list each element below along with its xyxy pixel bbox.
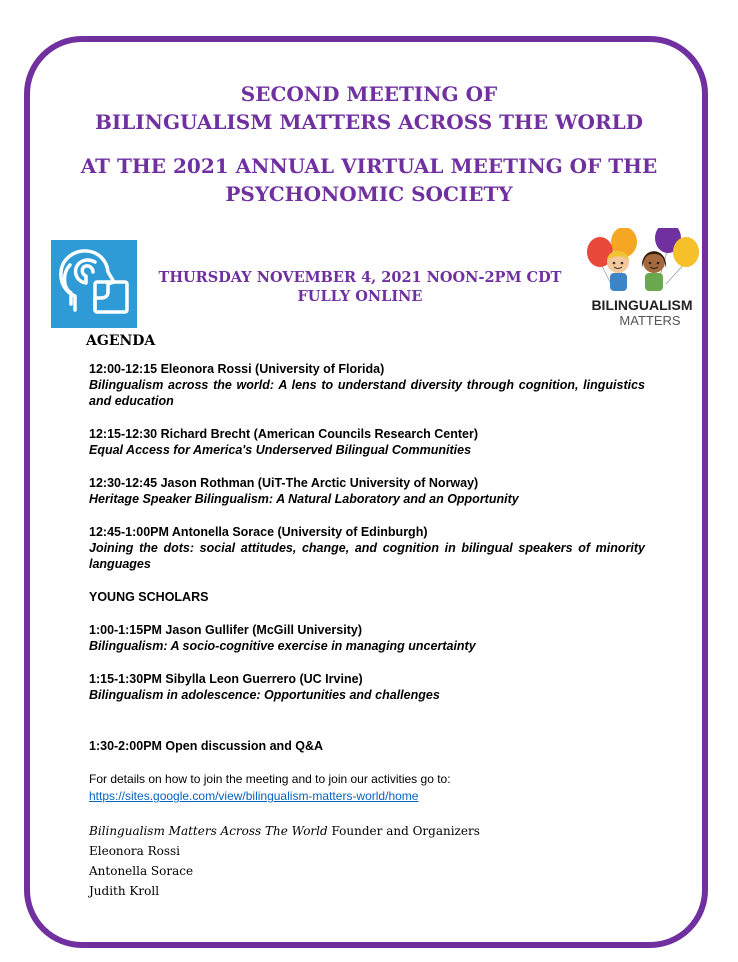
event-date: THURSDAY NOVEMBER 4, 2021 NOON-2PM CDT [158,269,562,286]
organizers-block [89,821,480,901]
organizer-name: Judith Kroll [89,884,160,898]
meeting-title [0,80,738,136]
session-slot: 1:00-1:15PM Jason Gullifer (McGill University) [89,623,362,637]
organizers-title [89,821,480,841]
organizers-title-italic: Bilingualism Matters Across The World [89,824,328,838]
session-talk: Joining the dots: social attitudes, change, and cognition in bilingual speakers of minority languages [89,541,645,571]
event-format: FULLY ONLINE [297,288,423,305]
bilingualism-matters-logo [580,228,704,330]
session-talk: Bilingualism across the world: A lens to understand diversity through cognition, linguistics and education [89,378,645,408]
meeting-subtitle [0,152,738,208]
agenda-item [89,524,645,572]
session-slot: 12:45-1:00PM Antonella Sorace (University of Edinburgh) [89,525,428,539]
title-line-2: BILINGUALISM MATTERS ACROSS THE WORLD [94,110,644,134]
bm-logo-word-2: MATTERS [619,313,681,328]
agenda-item [89,622,645,654]
session-talk: Bilingualism in adolescence: Opportunities and challenges [89,688,440,702]
open-discussion: 1:30-2:00PM Open discussion and Q&A [89,739,324,753]
organizer-name: Antonella Sorace [89,864,194,878]
organizer-name: Eleonora Rossi [89,844,180,858]
session-talk: Equal Access for America's Underserved Bilingual Communities [89,443,472,457]
bm-logo-word-1: BILINGUALISM [591,297,693,313]
agenda-item [89,671,645,703]
details-block [89,771,451,805]
details-text: For details on how to join the meeting and to join our activities go to: [89,772,451,786]
title-line-1: SECOND MEETING OF [240,82,498,106]
event-date-block [130,268,590,306]
organizers-title-rest: Founder and Organizers [327,824,480,838]
agenda-item [89,426,645,458]
website-link[interactable]: https://sites.google.com/view/bilingualism-matters-world/home [89,789,419,803]
agenda-item [89,361,645,409]
session-slot: 12:15-12:30 Richard Brecht (American Councils Research Center) [89,427,479,441]
agenda-item [89,475,645,507]
subtitle-line-1: AT THE 2021 ANNUAL VIRTUAL MEETING OF THE [80,154,658,178]
session-talk: Bilingualism: A socio-cognitive exercise in managing uncertainty [89,639,476,653]
subtitle-line-2: PSYCHONOMIC SOCIETY [225,182,513,206]
young-scholars-heading: YOUNG SCHOLARS [89,590,209,604]
session-slot: 12:00-12:15 Eleonora Rossi (University of Florida) [89,362,385,376]
agenda-heading: AGENDA [86,333,156,349]
psychonomic-society-logo [51,240,137,328]
session-slot: 12:30-12:45 Jason Rothman (UiT-The Arctic University of Norway) [89,476,479,490]
session-slot: 1:15-1:30PM Sibylla Leon Guerrero (UC Irvine) [89,672,363,686]
session-talk: Heritage Speaker Bilingualism: A Natural Laboratory and an Opportunity [89,492,519,506]
agenda-list [89,361,645,720]
